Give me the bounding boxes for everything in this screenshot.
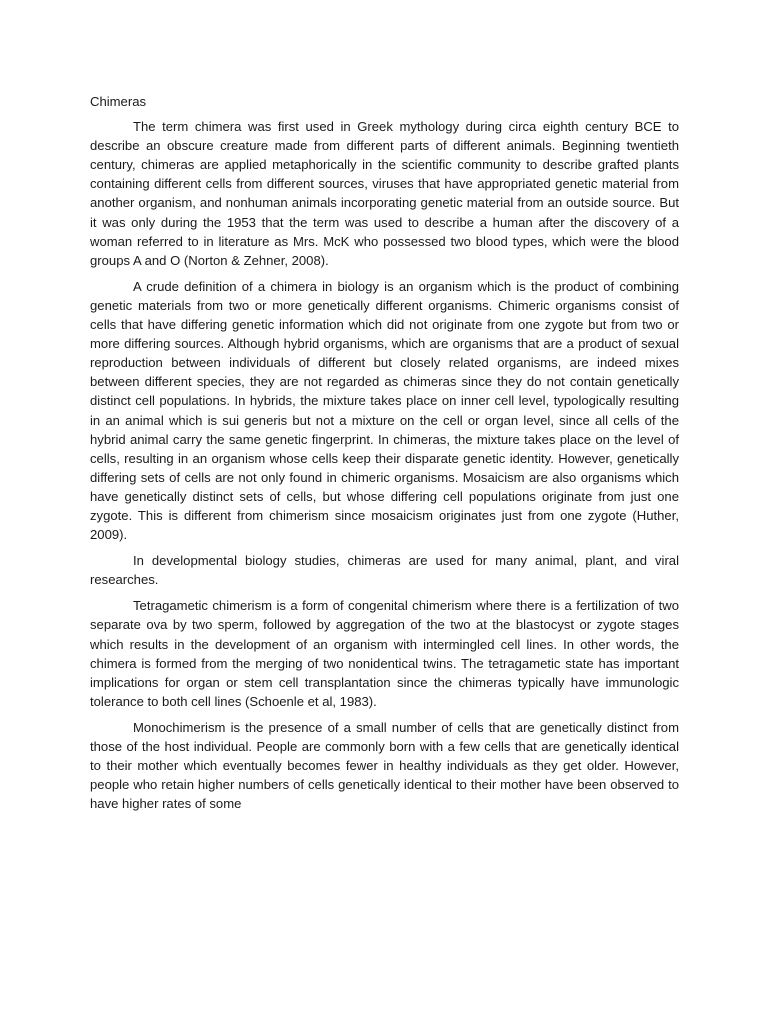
paragraph-developmental-biology: In developmental biology studies, chimeras are used for many animal, plant, and viral researches. (90, 553, 679, 588)
document-title: Chimeras (90, 94, 147, 109)
paragraph-chimera-definition: A crude definition of a chimera in biology is an organism which is the product of combining genetic materials from two or more genetically different organisms. Chimeric organisms consist of cells that have differing genetic information which did not originate from one zygote but from two or more differing sources. Although hybrid organisms, which are organisms that are a product of sexual reproduction between individuals of different but closely related organisms, are indeed mixes between different species, they are not regarded as chimeras since they do not contain genetically distinct cell populations. In hybrids, the mixture takes place on inner cell level, typologically resulting in an animal which is sui generis but not a mixture on the cell or organ level, since all cells of the hybrid animal carry the same genetic fingerprint. In chimeras, the mixture takes place on the level of cells, resulting in an organism whose cells keep their disparate genetic identity. However, genetically differing sets of cells are not only found in chimeric organisms. Mosaicism are also organisms which have genetically distinct sets of cells, but whose differing cell populations originate from just one zygote. This is different from chimerism since mosaicism originates just from one zygote (Huther, 2009). (90, 278, 679, 543)
paragraph-monochimerism: Monochimerism is the presence of a small number of cells that are genetically distinct from those of the host individual. People are commonly born with a few cells that are genetically identical to their mother which eventually becomes fewer in healthy individuals as they get older. However, people who retain higher numbers of cells genetically identical to their mother have been observed to have higher rates of some (90, 719, 679, 812)
paragraph-tetragametic-chimerism: Tetragametic chimerism is a form of congenital chimerism where there is a fertilization of two separate ova by two sperm, followed by aggregation of the two at the blastocyst or zygote stages which results in the development of an organism with intermingled cell lines. In other words, the chimera is formed from the merging of two nonidentical twins. The tetragametic state has important implications for organ or stem cell transplantation since the chimeras typically have immunologic tolerance to both cell lines (Schoenle et al, 1983). (90, 598, 679, 709)
paragraph-chimera-origin: The term chimera was first used in Greek mythology during circa eighth century BCE to describe an obscure creature made from different parts of different animals. Beginning twentieth century, chimeras are applied metaphorically in the scientific community to describe grafted plants containing different cells from different sources, viruses that have appropriated genetic material from another organism, and nonhuman animals incorporating genetic material from an outside source. But it was only during the 1953 that the term was used to describe a human after the discovery of a woman referred to in literature as Mrs. McK who possessed two blood types, which were the blood groups A and O (Norton & Zehner, 2008). (90, 119, 679, 268)
